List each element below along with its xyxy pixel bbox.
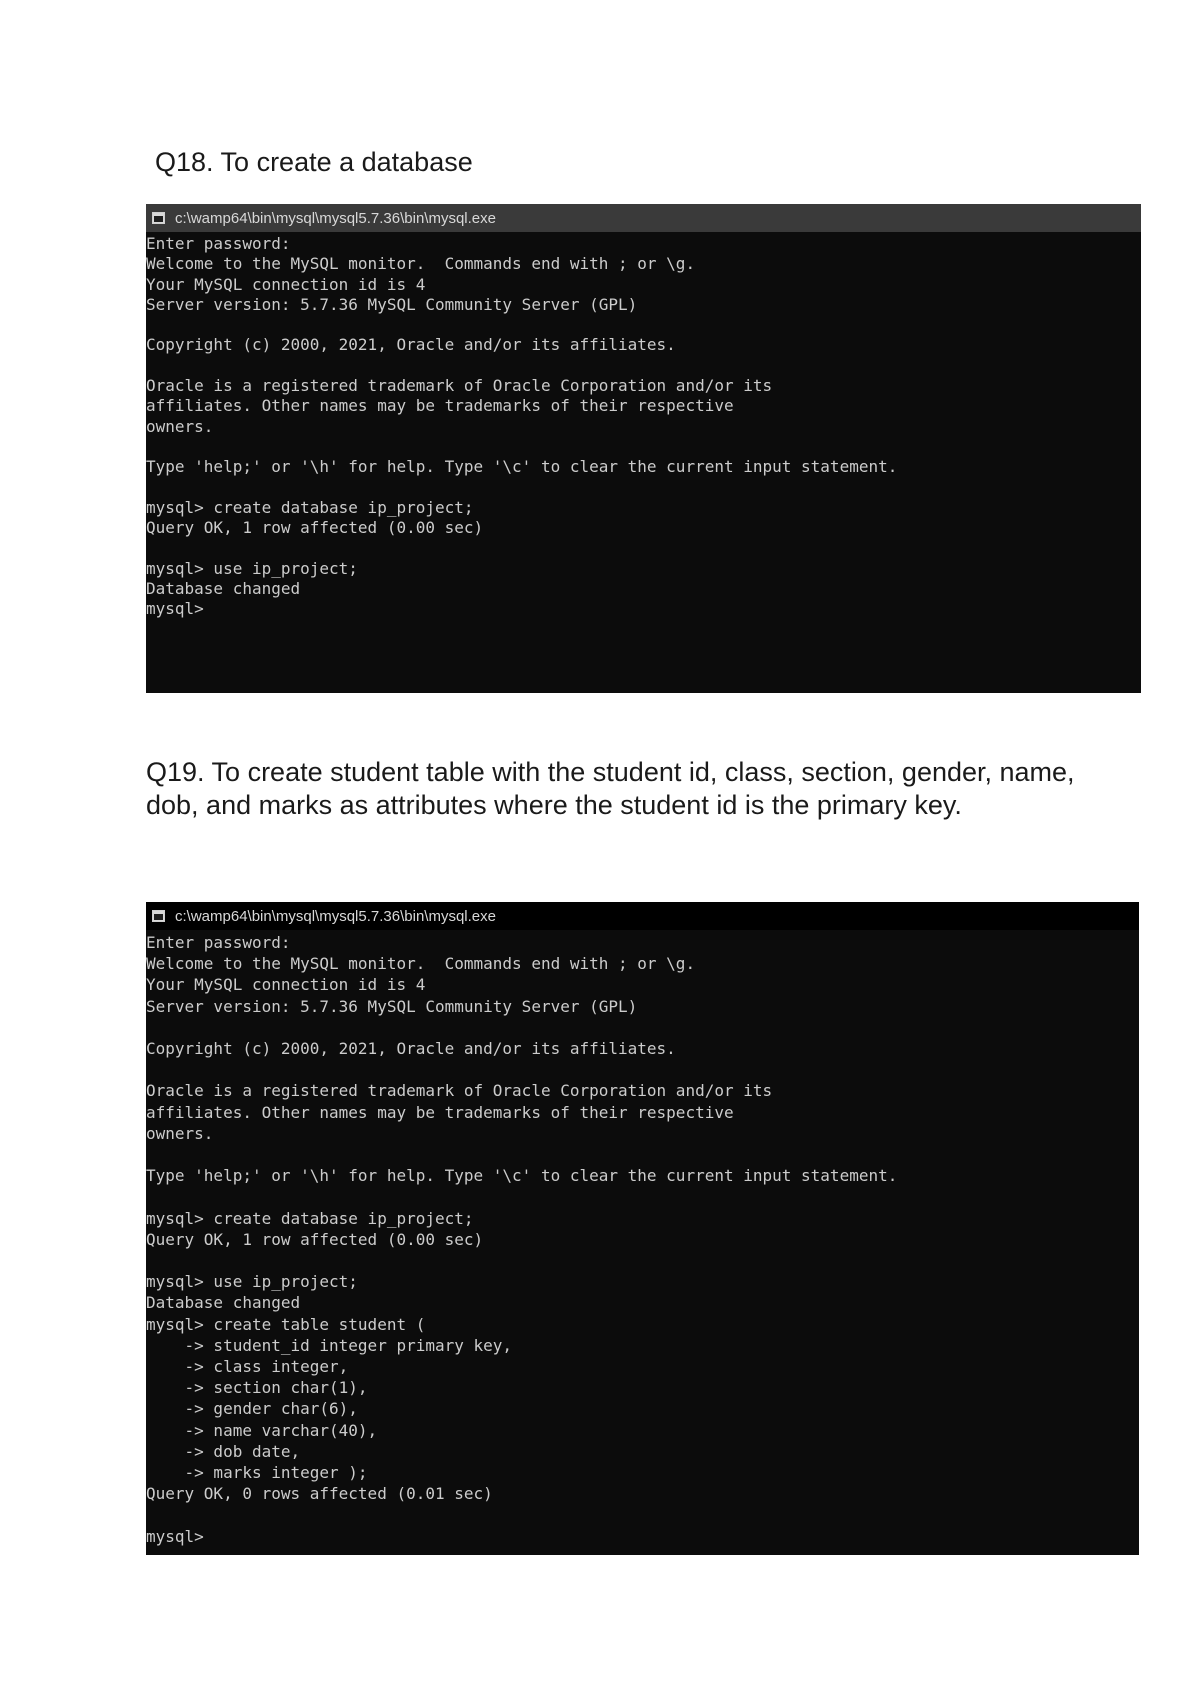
console-line: -> class integer, <box>146 1357 349 1377</box>
console-line: Type 'help;' or '\h' for help. Type '\c' to clear the current input statement. <box>146 457 898 477</box>
console-line: Database changed <box>146 579 301 599</box>
console-line: -> dob date, <box>146 1441 301 1461</box>
console-output[interactable] <box>146 932 1139 1547</box>
mysql-console-window-q19[interactable] <box>146 902 1139 1555</box>
console-line: Oracle is a registered trademark of Oracle Corporation and/or its <box>146 376 773 396</box>
console-line: -> marks integer ); <box>146 1463 368 1483</box>
console-window-icon <box>152 910 165 922</box>
console-line: Enter password: <box>146 234 291 253</box>
console-line: mysql> <box>146 1526 204 1546</box>
console-line: Query OK, 1 row affected (0.00 sec) <box>146 518 484 538</box>
q19-heading: Q19. To create student table with the student id, class, section, gender, name, dob, and marks as attributes where the student id is the primary key. <box>146 757 1075 820</box>
console-window-icon <box>152 212 165 224</box>
console-title: c:\wamp64\bin\mysql\mysql5.7.36\bin\mysql.exe <box>175 907 496 925</box>
console-line: owners. <box>146 416 214 436</box>
console-line: -> gender char(6), <box>146 1399 358 1419</box>
console-line: Oracle is a registered trademark of Oracle Corporation and/or its <box>146 1081 773 1101</box>
console-line: mysql> create database ip_project; <box>146 497 474 517</box>
console-output[interactable] <box>146 234 1141 620</box>
console-title: c:\wamp64\bin\mysql\mysql5.7.36\bin\mysql.exe <box>175 209 496 227</box>
console-line: affiliates. Other names may be trademarks of their respective <box>146 396 734 416</box>
mysql-console-window-q18[interactable] <box>146 204 1141 693</box>
console-title-bar[interactable] <box>146 902 1139 930</box>
console-line: Copyright (c) 2000, 2021, Oracle and/or its affiliates. <box>146 335 676 355</box>
console-line: Copyright (c) 2000, 2021, Oracle and/or its affiliates. <box>146 1039 676 1059</box>
q18-heading: Q18. To create a database <box>155 147 473 177</box>
console-line: Query OK, 0 rows affected (0.01 sec) <box>146 1484 493 1504</box>
console-line: -> name varchar(40), <box>146 1420 378 1440</box>
console-line: mysql> <box>146 599 204 619</box>
console-line: Database changed <box>146 1293 301 1313</box>
console-line: mysql> create table student ( <box>146 1314 426 1334</box>
console-line: mysql> use ip_project; <box>146 558 358 578</box>
console-line: affiliates. Other names may be trademarks of their respective <box>146 1102 734 1122</box>
console-line: Your MySQL connection id is 4 <box>146 975 426 995</box>
console-line: Type 'help;' or '\h' for help. Type '\c' to clear the current input statement. <box>146 1166 898 1186</box>
console-line: -> student_id integer primary key, <box>146 1335 513 1355</box>
console-line: Welcome to the MySQL monitor. Commands end with ; or \g. <box>146 254 696 274</box>
console-line: Server version: 5.7.36 MySQL Community Server (GPL) <box>146 996 638 1016</box>
console-title-bar[interactable] <box>146 204 1141 232</box>
console-line: Query OK, 1 row affected (0.00 sec) <box>146 1229 484 1249</box>
console-line: owners. <box>146 1123 214 1143</box>
console-line: mysql> use ip_project; <box>146 1272 358 1292</box>
console-line: Your MySQL connection id is 4 <box>146 274 426 294</box>
console-line: mysql> create database ip_project; <box>146 1208 474 1228</box>
console-line: Welcome to the MySQL monitor. Commands end with ; or \g. <box>146 954 696 974</box>
console-line: Enter password: <box>146 933 291 952</box>
console-line: -> section char(1), <box>146 1378 368 1398</box>
console-line: Server version: 5.7.36 MySQL Community Server (GPL) <box>146 294 638 314</box>
